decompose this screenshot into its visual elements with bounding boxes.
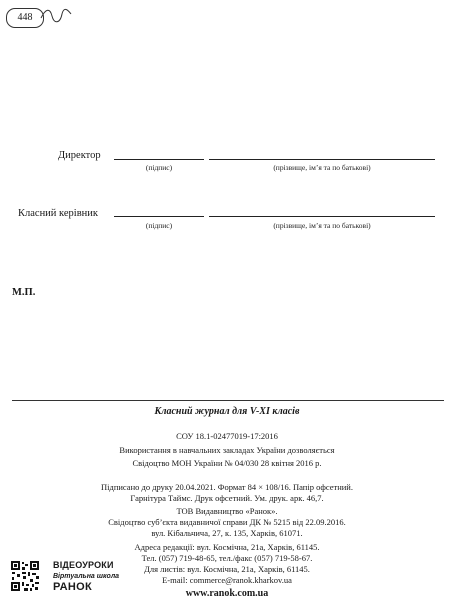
stamp-place-label: М.П. — [12, 287, 36, 298]
decorative-swoosh-icon — [40, 6, 72, 26]
email-address: E-mail: commerce@ranok.kharkov.ua — [162, 575, 292, 585]
letters-address: Для листів: вул. Космічна, 21а, Харків, 61145. — [144, 564, 310, 574]
director-name-hint: (прізвище, ім’я та по батькові) — [273, 163, 371, 172]
brand-virtual-school: Віртуальна школа — [53, 573, 120, 580]
brand-video-lessons: ВІДЕОУРОКИ — [53, 560, 114, 570]
publisher-name: ТОВ Видавництво «Ранок». — [176, 506, 278, 516]
brand-ranok-logo: РАНОК — [53, 581, 93, 593]
director-signature-line — [114, 159, 204, 160]
page-number: 448 — [6, 8, 44, 28]
publisher-registration: Свідоцтво суб’єкта видавничої справи ДК № 5215 від 22.09.2016. — [108, 517, 346, 527]
class-teacher-signature-hint: (підпис) — [145, 221, 173, 230]
qr-code-icon[interactable] — [10, 560, 40, 592]
director-label: Директор — [58, 150, 101, 161]
editorial-address: Адреса редакції: вул. Космічна, 21а, Харків, 61145. — [134, 542, 320, 552]
print-details-2: Гарнітура Таймс. Друк офсетний. Ум. друк. арк. 46,7. — [130, 493, 324, 503]
standard-code: СОУ 18.1-02477019-17:2016 — [176, 431, 278, 441]
website-url[interactable]: www.ranok.com.ua — [185, 588, 269, 599]
imprint-divider — [12, 400, 444, 401]
journal-title: Класний журнал для V-XI класів — [154, 406, 300, 417]
class-teacher-signature-line — [114, 216, 204, 217]
usage-permission: Використання в навчальних закладах України дозволяється — [119, 445, 335, 455]
director-name-line — [209, 159, 435, 160]
publisher-address: вул. Кібальчича, 27, к. 135, Харків, 61071. — [151, 528, 303, 538]
director-signature-hint: (підпис) — [145, 163, 173, 172]
class-teacher-name-hint: (прізвище, ім’я та по батькові) — [273, 221, 371, 230]
print-details-1: Підписано до друку 20.04.2021. Формат 84 × 108/16. Папір офсетний. — [101, 482, 353, 492]
class-teacher-name-line — [209, 216, 435, 217]
class-teacher-label: Класний керівник — [18, 208, 99, 219]
phone-numbers: Тел. (057) 719-48-65, тел./факс (057) 719-58-67. — [141, 553, 313, 563]
ministry-certificate: Свідоцтво МОН України № 04/030 28 квітня 2016 р. — [132, 458, 322, 468]
